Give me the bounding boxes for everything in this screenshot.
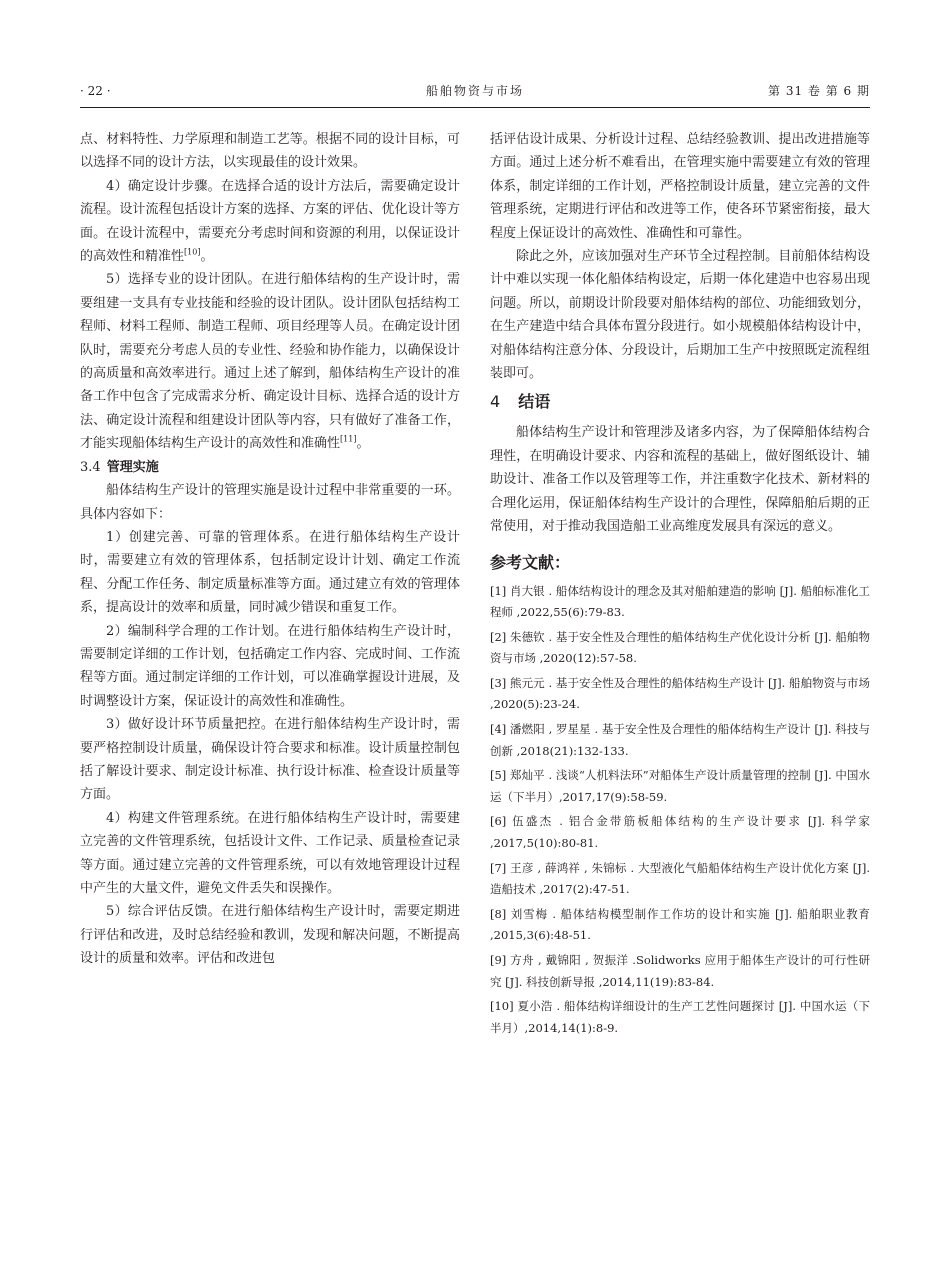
paragraph-end: 。 (356, 436, 370, 452)
right-column (490, 128, 870, 1042)
reference-item: [10] 夏小浩 . 船体结构详细设计的生产工艺性问题探讨 [J]. 中国水运（下半月）,2014,14(1):8-9. (490, 999, 870, 1035)
running-header (80, 80, 870, 102)
section-title: 结语 (518, 392, 551, 412)
subsection-title: 管理实施 (106, 459, 159, 475)
left-column (80, 128, 460, 971)
reference-list (490, 581, 870, 1040)
paragraph-continued: 括评估设计成果、分析设计过程、总结经验教训、提出改进措施等方面。通过上述分析不难看出，在管理实施中需要建立有效的管理体系，制定详细的工作计划，严格控制设计质量，建立完善的文件管理系统，定期进行评估和改进等工作，使各环节紧密衔接，最大程度上保证设计的高效性、准确性和可靠性。 (490, 132, 870, 241)
citation: [10] (184, 247, 201, 257)
paragraph-file-management: 4）构建文件管理系统。在进行船体结构生产设计时，需要建立完善的文件管理系统，包括设计文件、工作记录、质量检查记录等方面。通过建立完善的文件管理系统，可以有效地管理设计过程中产生的大量文件，避免文件丢失和误操作。 (80, 810, 460, 896)
reference-item: [5] 郑灿平 . 浅谈“人机料法环”对船体生产设计质量管理的控制 [J]. 中国水运（下半月）,2017,17(9):58-59. (490, 768, 870, 804)
paragraph-continued: 点、材料特性、力学原理和制造工艺等。根据不同的设计目标，可以选择不同的设计方法，以实现最佳的设计效果。 (80, 132, 460, 171)
issue-label: 第 31 卷 第 6 期 (768, 84, 870, 98)
header-rule (80, 107, 870, 108)
reference-item: [4] 潘燃阳 , 罗星星 . 基于安全性及合理性的船体结构生产设计 [J]. 科技与创新 ,2018(21):132-133. (490, 722, 870, 758)
reference-item: [3] 熊元元 . 基于安全性及合理性的船体结构生产设计 [J]. 船舶物资与市场 ,2020(5):23-24. (490, 675, 870, 712)
paragraph-text: 5）选择专业的设计团队。在进行船体结构的生产设计时，需要组建一支具有专业技能和经验的设计团队。设计团队包括结构工程师、材料工程师、制造工程师、项目经理等人员。在确定设计团队时，需要充分考虑人员的专业性、经验和协作能力，以确保设计的高质量和高效率进行。通过上述了解到，船体结构生产设计的准备工作中包含了完成需求分析、确定设计目标、选择合适的设计方法、确定设计流程和组建设计团队等内容，只有做好了准备工作，才能实现船体结构生产设计的高效性和准确性 (80, 272, 460, 452)
reference-item: [7] 王彦 , 薛鸿祥 , 朱锦标 . 大型液化气船船体结构生产设计优化方案 [J]. 造船技术 ,2017(2):47-51. (490, 860, 870, 897)
paragraph-quality-control: 3）做好设计环节质量把控。在进行船体结构生产设计时，需要严格控制设计质量，确保设计符合要求和标准。设计质量控制包括了解设计要求、制定设计标准、执行设计标准、检查设计质量等方面。 (80, 717, 460, 803)
reference-item: [9] 方舟 , 戴锦阳 , 贺振洋 .Solidworks 应用于船体生产设计的可行性研究 [J]. 科技创新导报 ,2014,11(19):83-84. (490, 953, 870, 989)
paragraph-evaluation: 5）综合评估反馈。在进行船体结构生产设计时，需要定期进行评估和改进，及时总结经验和教训，发现和解决问题，不断提高设计的质量和效率。评估和改进包 (80, 904, 460, 967)
paragraph-intro: 船体结构生产设计的管理实施是设计过程中非常重要的一环。具体内容如下： (80, 483, 460, 522)
paragraph-text: 4）确定设计步骤。在选择合适的设计方法后，需要确定设计流程。设计流程包括设计方案的选择、方案的评估、优化设计等方面。在设计流程中，需要充分考虑时间和资源的利用，以保证设计的高效性和精准性 (80, 178, 460, 265)
paragraph-design-team (80, 268, 460, 455)
paragraph-management-system: 1）创建完善、可靠的管理体系。在进行船体结构生产设计时，需要建立有效的管理体系，包括制定设计计划、确定工作流程、分配工作任务、制定质量标准等方面。通过建立有效的管理体系，提高设计的效率和质量，同时减少错误和重复工作。 (80, 529, 460, 616)
references-heading: 参考文献： (490, 552, 571, 572)
subsection-number: 3.4 (80, 459, 101, 475)
paragraph-process-control: 除此之外，应该加强对生产环节全过程控制。目前船体结构设计中难以实现一体化船体结构设定，后期一体化建造中也容易出现问题。所以，前期设计阶段要对船体结构的部位、功能细致划分，在生产建造中结合具体布置分段进行。如小规模船体结构设计中，对船体结构注意分体、分段设计，后期加工生产中按照既定流程组装即可。 (490, 249, 870, 382)
reference-item: [8] 刘雪梅 . 船体结构模型制作工作坊的设计和实施 [J]. 船舶职业教育 ,2015,3(6):48-51. (490, 906, 870, 943)
paragraph-end: 。 (200, 249, 214, 265)
paragraph-design-steps (80, 175, 460, 269)
page-number: · 22 · (80, 84, 111, 98)
citation: [11] (340, 434, 357, 444)
section-heading (490, 389, 870, 415)
reference-item: [6] 伍盛杰 . 铝合金带筋板船体结构的生产设计要求 [J]. 科学家 ,2017,5(10):80-81. (490, 814, 870, 851)
paragraph-work-plan: 2）编制科学合理的工作计划。在进行船体结构生产设计时，需要制定详细的工作计划，包括确定工作内容、完成时间、工作流程等方面。通过制定详细的工作计划，可以准确掌握设计进展，及时调整设计方案，保证设计的高效性和准确性。 (80, 623, 460, 709)
paragraph-conclusion: 船体结构生产设计和管理涉及诸多内容，为了保障船体结构合理性，在明确设计要求、内容和流程的基础上，做好图纸设计、辅助设计、准备工作以及管理等工作，并注重数字化技术、新材料的合理化运用，保证船体结构生产设计的合理性，保障船舶后期的正常使用，对于推动我国造船工业高维度发展具有深远的意义。 (490, 425, 870, 535)
subsection-heading (80, 456, 460, 479)
reference-item: [1] 肖大银 . 船体结构设计的理念及其对船舶建造的影响 [J]. 船舶标准化工程师 ,2022,55(6):79-83. (490, 583, 870, 620)
reference-item: [2] 朱德钦 . 基于安全性及合理性的船体结构生产优化设计分析 [J]. 船舶物资与市场 ,2020(12):57-58. (490, 629, 870, 666)
section-number: 4 (490, 392, 501, 412)
journal-title: 船舶物资与市场 (425, 84, 524, 98)
